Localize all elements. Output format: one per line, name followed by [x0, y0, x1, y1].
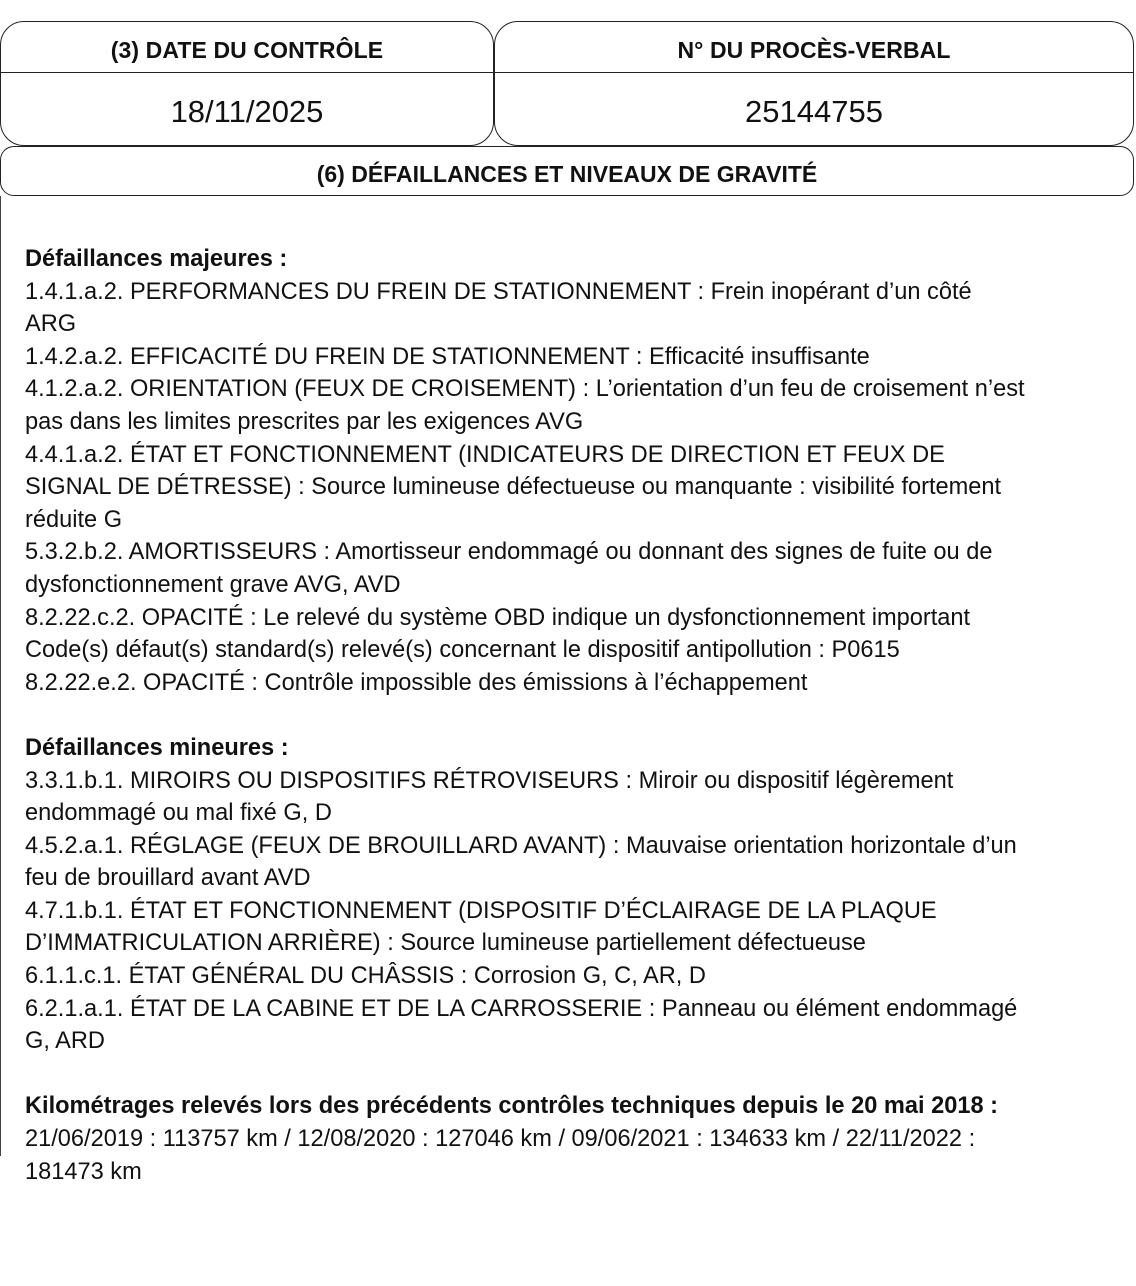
date-box-divider	[1, 72, 493, 73]
date-du-controle-value: 18/11/2025	[170, 94, 324, 129]
defaillances-content	[25, 243, 1025, 1188]
mineures-heading: Défaillances mineures :	[25, 734, 289, 761]
majeures-heading: Défaillances majeures :	[25, 246, 288, 272]
mineure-item: 4.5.2.a.1. RÉGLAGE (FEUX DE BROUILLARD AVANT) : Mauvaise orientation horizontale d’un feu de brouillard avant AVD	[25, 832, 1017, 892]
majeure-item: 1.4.2.a.2. EFFICACITÉ DU FREIN DE STATIONNEMENT : Efficacité insuffisante	[25, 343, 870, 370]
date-du-controle-box	[0, 21, 494, 146]
majeure-item: 4.1.2.a.2. ORIENTATION (FEUX DE CROISEMENT) : L’orientation d’un feu de croisement n’est pas dans les limites prescrites par les exigences AVG	[25, 376, 1025, 435]
kilometrages-entries: 21/06/2019 : 113757 km / 12/08/2020 : 127046 km / 09/06/2021 : 134633 km / 22/11/2022 : 181473 km	[25, 1126, 976, 1185]
section-gap	[25, 699, 1025, 732]
majeure-item: 8.2.22.e.2. OPACITÉ : Contrôle impossible des émissions à l’échappement	[25, 669, 808, 696]
proces-verbal-label: N° DU PROCÈS-VERBAL	[677, 37, 951, 63]
majeure-item: 1.4.1.a.2. PERFORMANCES DU FREIN DE STATIONNEMENT : Frein inopérant d’un côté ARG	[25, 278, 972, 338]
majeure-item: 4.4.1.a.2. ÉTAT ET FONCTIONNEMENT (INDICATEURS DE DIRECTION ET FEUX DE SIGNAL DE DÉTRESSE) : Source lumineuse défectueuse ou manquante : visibilité fortement réduite G	[25, 441, 1002, 533]
mineure-item: 3.3.1.b.1. MIROIRS OU DISPOSITIFS RÉTROVISEURS : Miroir ou dispositif légèrement endommagé ou mal fixé G, D	[25, 767, 954, 827]
majeure-item: 5.3.2.b.2. AMORTISSEURS : Amortisseur endommagé ou donnant des signes de fuite ou de dysfonctionnement grave AVG, AVD	[25, 539, 993, 598]
mineure-item: 4.7.1.b.1. ÉTAT ET FONCTIONNEMENT (DISPOSITIF D’ÉCLAIRAGE DE LA PLAQUE D’IMMATRICULATION ARRIÈRE) : Source lumineuse partiellement défectueuse	[25, 897, 937, 957]
majeure-item: 8.2.22.c.2. OPACITÉ : Le relevé du système OBD indique un dysfonctionnement important	[25, 604, 971, 631]
date-du-controle-label: (3) DATE DU CONTRÔLE	[110, 37, 384, 63]
proces-verbal-box	[494, 21, 1134, 146]
kilometrages-paragraph	[25, 1090, 1025, 1188]
mineure-item: 6.2.1.a.1. ÉTAT DE LA CABINE ET DE LA CARROSSERIE : Panneau ou élément endommagé G, ARD	[25, 995, 1018, 1055]
proces-verbal-number: 25144755	[745, 94, 883, 129]
section-gap	[25, 1058, 1025, 1091]
mineure-item: 6.1.1.c.1. ÉTAT GÉNÉRAL DU CHÂSSIS : Corrosion G, C, AR, D	[25, 963, 706, 990]
section-title: (6) DÉFAILLANCES ET NIVEAUX DE GRAVITÉ	[0, 146, 1134, 196]
kilometrages-heading: Kilométrages relevés lors des précédents contrôles techniques depuis le 20 mai 2018 :	[25, 1093, 998, 1120]
majeure-item: Code(s) défaut(s) standard(s) relevé(s) concernant le dispositif antipollution : P0615	[25, 637, 900, 664]
pv-box-divider	[495, 72, 1133, 73]
left-border-rule	[0, 196, 1, 1156]
